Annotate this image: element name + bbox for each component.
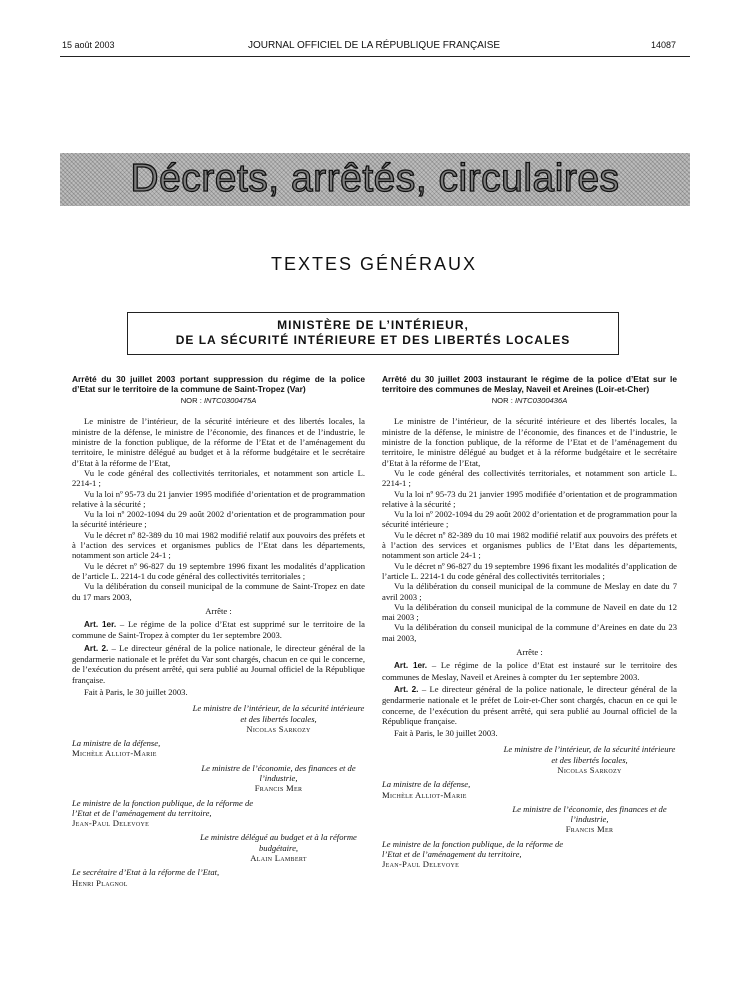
nor-code: INTC0300436A	[514, 396, 568, 406]
signatures	[72, 703, 365, 888]
header-rule	[60, 56, 690, 57]
header-date: 15 août 2003	[62, 40, 115, 50]
articles	[382, 660, 677, 726]
signatory-name: Jean-Paul Delevoye	[72, 818, 150, 829]
ministry-line-1: MINISTÈRE DE L’INTÉRIEUR,	[277, 318, 469, 332]
signature-block	[72, 798, 255, 829]
signatory-title: Le ministre de la fonction publique, de la réforme de l’Etat et de l’aménagement du territoire,	[382, 838, 564, 860]
nor-reference	[72, 396, 365, 406]
article-text: – Le régime de la police d’Etat est instauré sur le territoire des communes de Meslay, Naveil et Areines à compter du 1er septembre 2003.	[382, 660, 677, 682]
visa-paragraph: Vu la délibération du conseil municipal de la commune de Meslay en date du 7 avril 2003 ;	[382, 581, 677, 602]
preamble-paragraph: Le ministre de l’intérieur, de la sécurité intérieure et des libertés locales, la ministre de la défense, le ministre de l’économie, des finances et de l’industrie, le ministre de la fonction publique, de la réforme de l’Etat et de l’aménagement du territoire, le ministre délégué au budget et à la réforme budgétaire et le secrétaire d’Etat à la réforme de l’Etat,	[72, 416, 365, 468]
signatory-name: Alain Lambert	[250, 853, 307, 864]
visa-paragraph: Vu le code général des collectivités territoriales, et notamment son article L. 2214-1 ;	[382, 467, 677, 489]
article-paragraph	[72, 643, 365, 685]
arrete-heading: Arrête :	[516, 647, 543, 658]
visa-paragraph: Vu la délibération du conseil municipal de la commune de Naveil en date du 12 mai 2003 ;	[382, 601, 677, 623]
visa-paragraph: Vu le décret nº 96-827 du 19 septembre 1996 fixant les modalités d’application de l’article L. 2214-1 du code général des collectivités territoriales ;	[72, 560, 365, 581]
section-banner	[60, 153, 690, 206]
signatures	[382, 744, 677, 869]
signature-block	[192, 763, 365, 794]
article-number: Art. 1er.	[394, 661, 428, 671]
visa-paragraph: Vu la délibération du conseil municipal de la commune d’Areines en date du 23 mai 2003,	[382, 622, 677, 643]
section-title: TEXTES GÉNÉRAUX	[270, 254, 478, 274]
article-number: Art. 2.	[394, 684, 419, 694]
visa-paragraph: Vu le code général des collectivités territoriales, et notamment son article L. 2214-1 ;	[72, 467, 365, 489]
signatory-title: Le secrétaire d’Etat à la réforme de l’Etat,	[72, 867, 220, 878]
signatory-name: Jean-Paul Delevoye	[382, 859, 460, 870]
visa-paragraph: Vu la loi nº 2002-1094 du 29 août 2002 d’orientation et de programmation pour la sécurité intérieure ;	[382, 509, 677, 530]
decree-title: Arrêté du 30 juillet 2003 instaurant le régime de la police d’Etat sur le territoire des communes de Meslay, Naveil et Areines (Loir-et-Cher)	[382, 374, 677, 394]
signatory-title: Le ministre délégué au budget et à la réforme budgétaire,	[200, 832, 357, 853]
ministry-box	[127, 312, 619, 355]
visa-paragraph: Vu la délibération du conseil municipal de la commune de Saint-Tropez en date du 17 mars 2003,	[72, 581, 365, 602]
signatory-title: Le ministre de l’intérieur, de la sécurité intérieure et des libertés locales,	[192, 703, 365, 724]
header-page-number: 14087	[650, 40, 676, 50]
article-text: – Le régime de la police d’Etat est supprimé sur le territoire de la commune de Saint-Tropez à compter du 1er septembre 2003.	[72, 619, 365, 641]
signatory-title: Le ministre de l’intérieur, de la sécurité intérieure et des libertés locales,	[503, 744, 676, 765]
signatory-title: Le ministre de la fonction publique, de la réforme de l’Etat et de l’aménagement du territoire,	[72, 797, 254, 818]
fait-a-paris: Fait à Paris, le 30 juillet 2003.	[394, 728, 498, 739]
article-text: – Le directeur général de la police nationale, le directeur général de la gendarmerie nationale et le préfet du Var sont chargés, chacun en ce qui le concerne, de l’exécution du présent arrêté, qui sera publié au Journal officiel de la République française.	[72, 642, 365, 685]
article-paragraph	[382, 660, 677, 682]
signatory-name: Nicolas Sarkozy	[246, 723, 311, 734]
nor-label: NOR :	[491, 396, 513, 406]
right-column	[382, 375, 677, 874]
signature-block	[192, 832, 365, 863]
signatory-title: Le ministre de l’économie, des finances et de l’industrie,	[201, 762, 356, 783]
left-column	[72, 375, 365, 892]
signatory-title: Le ministre de l’économie, des finances et de l’industrie,	[512, 803, 667, 825]
signature-block	[72, 738, 255, 759]
signatory-name: Michèle Alliot-Marie	[72, 748, 157, 759]
articles	[72, 619, 365, 685]
signature-block	[502, 804, 677, 835]
visa-paragraph: Vu la loi nº 95-73 du 21 janvier 1995 modifiée d’orientation et de programmation relative à la sécurité ;	[382, 488, 677, 509]
preamble-paragraph: Le ministre de l’intérieur, de la sécurité intérieure et des libertés locales, la ministre de la défense, le ministre de l’économie, des finances et de l’industrie, le ministre de la fonction publique, de la réforme de l’Etat et de l’aménagement du territoire, le ministre délégué au budget et à la réforme budgétaire et le secrétaire d’Etat à la réforme de l’Etat,	[382, 416, 677, 468]
signatory-name: Michèle Alliot-Marie	[382, 789, 467, 800]
visas	[72, 416, 365, 601]
ministry-line-2: DE LA SÉCURITÉ INTÉRIEURE ET DES LIBERTÉS LOCALES	[175, 333, 571, 347]
article-paragraph	[382, 684, 677, 726]
article-paragraph	[72, 619, 365, 641]
signature-block	[382, 839, 567, 870]
article-text: – Le directeur général de la police nationale, le directeur général de la gendarmerie nationale et le préfet de Loir-et-Cher sont chargés, chacun en ce qui le concerne, de l’exécution du présent arrêté, qui sera publié au Journal officiel de la République française.	[382, 683, 677, 726]
signature-block	[502, 744, 677, 775]
visa-paragraph: Vu la loi nº 95-73 du 21 janvier 1995 modifiée d’orientation et de programmation relative à la sécurité ;	[72, 488, 365, 509]
article-number: Art. 1er.	[84, 620, 117, 630]
article-number: Art. 2.	[84, 643, 109, 653]
visas	[382, 416, 677, 643]
signature-block	[382, 779, 567, 800]
visa-paragraph: Vu la loi nº 2002-1094 du 29 août 2002 d’orientation et de programmation pour la sécurité intérieure ;	[72, 509, 365, 530]
signature-block	[72, 867, 255, 888]
signature-block	[192, 703, 365, 734]
banner-title: Décrets, arrêtés, circulaires	[130, 157, 620, 200]
signatory-name: Nicolas Sarkozy	[557, 764, 622, 775]
signatory-name: Francis Mer	[254, 783, 303, 794]
fait-a-paris: Fait à Paris, le 30 juillet 2003.	[84, 686, 188, 697]
nor-label: NOR :	[180, 396, 202, 406]
signatory-title: La ministre de la défense,	[382, 779, 471, 790]
arrete-heading: Arrête :	[205, 605, 232, 616]
decree-title: Arrêté du 30 juillet 2003 portant suppression du régime de la police d’Etat sur le territoire de la commune de Saint-Tropez (Var)	[72, 374, 365, 394]
nor-reference	[382, 396, 677, 406]
signatory-name: Francis Mer	[565, 824, 614, 835]
page-header	[0, 40, 748, 54]
nor-code: INTC0300475A	[203, 396, 257, 406]
signatory-title: La ministre de la défense,	[72, 738, 161, 749]
visa-paragraph: Vu le décret nº 82-389 du 10 mai 1982 modifié relatif aux pouvoirs des préfets et à l’action des services et organismes publics de l’Etat dans les départements, notamment son article 24-1 ;	[382, 529, 677, 561]
header-journal-title: JOURNAL OFFICIEL DE LA RÉPUBLIQUE FRANÇAISE	[247, 40, 501, 51]
visa-paragraph: Vu le décret nº 96-827 du 19 septembre 1996 fixant les modalités d’application de l’article L. 2214-1 du code général des collectivités territoriales ;	[382, 560, 677, 581]
visa-paragraph: Vu le décret nº 82-389 du 10 mai 1982 modifié relatif aux pouvoirs des préfets et à l’action des services et organismes publics de l’Etat dans les départements, notamment son article 24-1 ;	[72, 529, 365, 561]
signatory-name: Henri Plagnol	[72, 877, 128, 888]
